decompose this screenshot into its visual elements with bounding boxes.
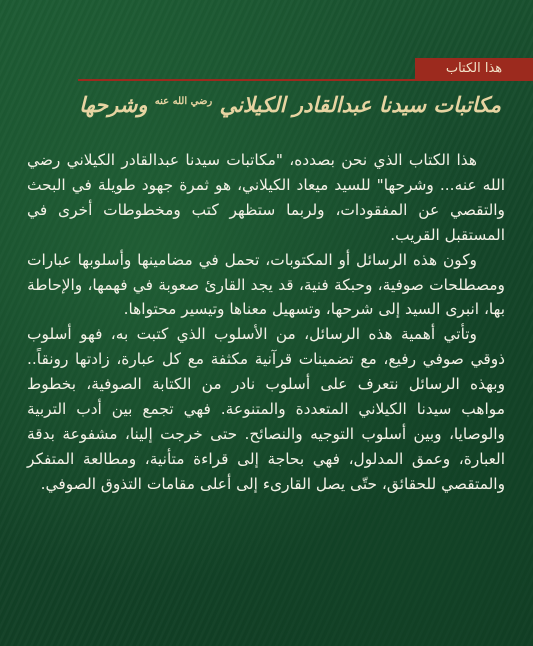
paragraph: وتأتي أهمية هذه الرسائل، من الأسلوب الذي كتبت به، فهو أسلوب ذوقي صوفي رفيع، مع تضمينات قرآنية مكثفة مع كل عبارة، زادتها رونقاً.. وبهذه الرسائل نتعرف على أسلوب نادر من الكتابة الصوفية، بخطوط مواهب سيدنا الكيلاني المتعددة والمتنوعة. فهي تجمع بين أدب التربية والوصايا، وبين أسلوب التوجيه والنصائح. حتى خرجت إلينا، مشفوعة بدقة العبارة، وعمق المدلول، فهي بحاجة إلى قراءة متأنية، ومطالعة المتفكر والمتقصي للحقائق، حتّى يصل القارىء إلى أعلى مقامات التذوق الصوفي. — [27, 325, 505, 493]
paragraph: وكون هذه الرسائل أو المكتوبات، تحمل في مضامينها وأسلوبها عبارات ومصطلحات صوفية، وحبكة فنية، قد يجد القارئ صعوبة في فهمها، والإحاطة بها، انبرى السيد إلى شرحها، وتسهيل معناها وتيسير محتواها. — [27, 250, 505, 319]
title-tail: وشرحها — [79, 92, 148, 117]
paragraph: هذا الكتاب الذي نحن بصدده، "مكاتبات سيدنا عبدالقادر الكيلاني رضي الله عنه... وشرحها" للسيد ميعاد الكيلاني، هو ثمرة جهود طويلة في البحث والتقصي عن المفقودات، ولربما ستظهر كتب ومخطوطات أخرى في المستقبل القريب. — [27, 151, 505, 244]
title-honorific: رضي الله عنه — [154, 96, 213, 107]
book-title — [81, 92, 501, 117]
section-tab: هذا الكتاب — [415, 58, 533, 80]
title-main: مكاتبات سيدنا عبدالقادر الكيلاني — [219, 92, 501, 117]
description-text — [27, 148, 505, 497]
section-divider — [78, 79, 533, 81]
